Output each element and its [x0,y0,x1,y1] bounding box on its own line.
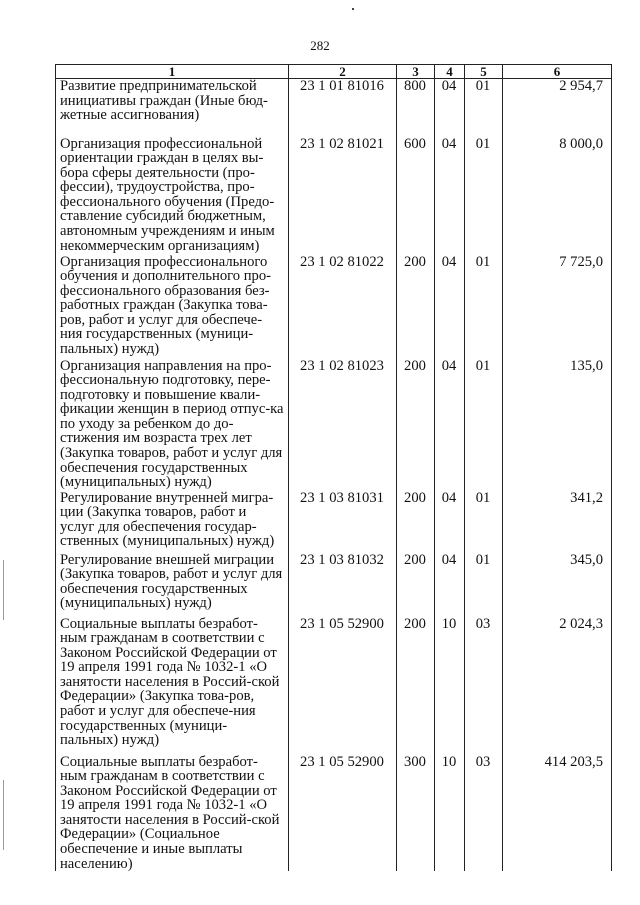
table-row [56,553,612,617]
cell-desc: Социальные выплаты безработ-ным гражданам в соответствии с Законом Российской Федерации от 19 апреля 1991 года № 1032-1 «О занятости населения в Россий-ской Федерации» (Закупка това-ров, работ и услуг для обеспече-ния государственных (муници-пальных) нужд) [56,617,289,755]
cell-c3: 200 [397,359,435,491]
budget-table [55,64,612,871]
cell-amount: 2 024,3 [503,617,612,755]
column-header: 6 [503,65,612,79]
table-row [56,755,612,872]
cell-c4: 04 [435,255,465,359]
cell-c4: 04 [435,137,465,255]
cell-c5: 01 [465,359,503,491]
column-header: 4 [435,65,465,79]
cell-amount: 7 725,0 [503,255,612,359]
cell-c5: 01 [465,491,503,553]
cell-c5: 01 [465,79,503,137]
cell-amount: 135,0 [503,359,612,491]
cell-desc: Организация профессиональной ориентации граждан в целях вы-бора сферы деятельности (про-фессии), трудоустройства, про-фессионального обучения (Предо-ставление субсидий бюджетным, автономным учреждениям и иным некоммерческим организациям) [56,137,289,255]
cell-code: 23 1 02 81021 [289,137,397,255]
scan-edge-mark [3,780,4,850]
cell-c5: 03 [465,755,503,872]
cell-code: 23 1 02 81023 [289,359,397,491]
cell-c5: 01 [465,255,503,359]
cell-desc: Развитие предпринимательской инициативы граждан (Иные бюд-жетные ассигнования) [56,79,289,137]
table-row [56,359,612,491]
cell-c3: 200 [397,491,435,553]
cell-c3: 300 [397,755,435,872]
table-header-row [56,65,612,79]
cell-c3: 600 [397,137,435,255]
table-row [56,79,612,137]
column-header: 2 [289,65,397,79]
cell-c4: 04 [435,79,465,137]
cell-amount: 414 203,5 [503,755,612,872]
page-number: 282 [310,38,330,53]
cell-desc: Организация профессионального обучения и дополнительного про-фессионального образования без-работных граждан (Закупка това-ров, работ и услуг для обеспече-ния государственных (муници-пальных) нужд) [56,255,289,359]
cell-c3: 200 [397,617,435,755]
cell-amount: 2 954,7 [503,79,612,137]
cell-c4: 04 [435,491,465,553]
cell-c4: 04 [435,359,465,491]
cell-code: 23 1 02 81022 [289,255,397,359]
cell-code: 23 1 01 81016 [289,79,397,137]
cell-c4: 10 [435,617,465,755]
table-row [56,255,612,359]
cell-c5: 01 [465,553,503,617]
column-header: 3 [397,65,435,79]
cell-amount: 341,2 [503,491,612,553]
scan-speck [352,8,354,10]
cell-c5: 01 [465,137,503,255]
cell-desc: Регулирование внутренней мигра-ции (Закупка товаров, работ и услуг для обеспечения государ-ственных (муниципальных) нужд) [56,491,289,553]
cell-code: 23 1 05 52900 [289,617,397,755]
table-row [56,491,612,553]
cell-c3: 200 [397,255,435,359]
table-row [56,617,612,755]
scan-edge-mark [3,560,4,620]
cell-desc: Социальные выплаты безработ-ным гражданам в соответствии с Законом Российской Федерации от 19 апреля 1991 года № 1032-1 «О занятости населения в Россий-ской Федерации» (Социальное обеспечение и иные выплаты населению) [56,755,289,872]
cell-c4: 04 [435,553,465,617]
cell-desc: Регулирование внешней миграции (Закупка товаров, работ и услуг для обеспечения государственных (муниципальных) нужд) [56,553,289,617]
cell-c3: 800 [397,79,435,137]
cell-c5: 03 [465,617,503,755]
cell-c4: 10 [435,755,465,872]
column-header: 5 [465,65,503,79]
column-header: 1 [56,65,289,79]
cell-code: 23 1 03 81032 [289,553,397,617]
cell-amount: 345,0 [503,553,612,617]
cell-c3: 200 [397,553,435,617]
cell-code: 23 1 03 81031 [289,491,397,553]
cell-amount: 8 000,0 [503,137,612,255]
cell-desc: Организация направления на про-фессиональную подготовку, пере-подготовку и повышение квали-фикации женщин в период отпус-ка по уходу за ребенком до до-стижения им возраста трех лет (Закупка товаров, работ и услуг для обеспечения государственных (муниципальных) нужд) [56,359,289,491]
table-row [56,137,612,255]
cell-code: 23 1 05 52900 [289,755,397,872]
